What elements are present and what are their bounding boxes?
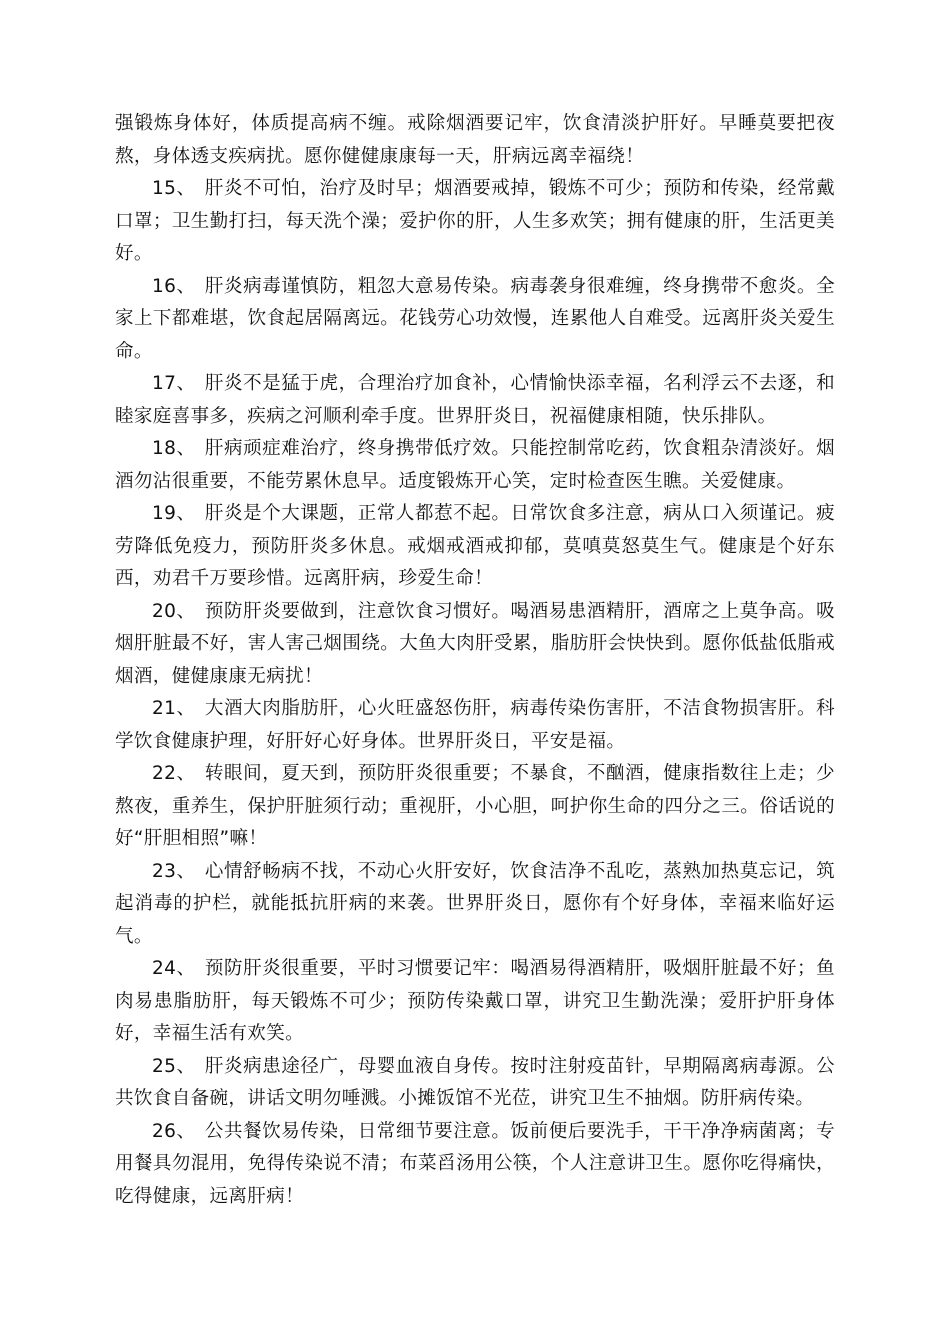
item-number: 25、: [152, 1055, 196, 1077]
item-text: 心情舒畅病不找，不动心火肝安好，饮食洁净不乱吃，蒸熟加热莫忘记，筑起消毒的护栏，就能抵抗肝病的来袭。世界肝炎日，愿你有个好身体，幸福来临好运气。: [115, 860, 835, 947]
item-number: 20、: [152, 600, 196, 622]
item-text: 肝炎不是猛于虎，合理治疗加食补，心情愉快添幸福，名利浮云不去逐，和睦家庭喜事多，疾病之河顺利牵手度。世界肝炎日，祝福健康相随，快乐排队。: [115, 373, 835, 427]
item-number: 19、: [152, 503, 196, 524]
item-number: 21、: [152, 698, 196, 719]
list-item: [115, 433, 835, 498]
list-item: [115, 271, 835, 369]
list-item: [115, 368, 835, 433]
list-item: [115, 856, 835, 954]
list-item: [115, 596, 835, 694]
list-item: [115, 173, 835, 271]
item-number: 23、: [152, 860, 196, 882]
list-item: [115, 693, 835, 758]
item-number: 18、: [152, 438, 196, 459]
item-number: 17、: [152, 373, 196, 394]
list-item: [115, 953, 835, 1051]
document-body: [115, 108, 835, 1213]
list-item: [115, 1051, 835, 1116]
item-number: 26、: [152, 1120, 196, 1142]
item-number: 24、: [152, 958, 196, 979]
item-number: 22、: [152, 763, 196, 784]
item-text: 大酒大肉脂肪肝，心火旺盛怒伤肝，病毒传染伤害肝，不洁食物损害肝。科学饮食健康护理，好肝好心好身体。世界肝炎日，平安是福。: [115, 698, 835, 752]
item-text: 肝病顽症难治疗，终身携带低疗效。只能控制常吃药，饮食粗杂清淡好。烟酒勿沾很重要，不能劳累休息早。适度锻炼开心笑，定时检查医生瞧。关爱健康。: [115, 438, 835, 492]
item-text: 肝炎病患途径广，母婴血液自身传。按时注射疫苗针，早期隔离病毒源。公共饮食自备碗，讲话文明勿唾溅。小摊饭馆不光莅，讲究卫生不抽烟。防肝病传染。: [115, 1055, 835, 1109]
list-item: [115, 758, 835, 856]
item-text: 肝炎是个大课题，正常人都惹不起。日常饮食多注意，病从口入须谨记。疲劳降低免疫力，预防肝炎多休息。戒烟戒酒戒抑郁，莫嗔莫怒莫生气。健康是个好东西，劝君千万要珍惜。远离肝病，珍爱生命！: [115, 503, 835, 589]
item-text: 肝炎病毒谨慎防，粗忽大意易传染。病毒袭身很难缠，终身携带不愈炎。全家上下都难堪，饮食起居隔离远。花钱劳心功效慢，连累他人自难受。远离肝炎关爱生命。: [115, 275, 835, 362]
item-text: 预防肝炎很重要，平时习惯要记牢：喝酒易得酒精肝，吸烟肝脏最不好；鱼肉易患脂肪肝，每天锻炼不可少；预防传染戴口罩，讲究卫生勤洗澡；爱肝护肝身体好，幸福生活有欢笑。: [115, 958, 835, 1044]
list-item: [115, 498, 835, 596]
item-text: 预防肝炎要做到，注意饮食习惯好。喝酒易患酒精肝，酒席之上莫争高。吸烟肝脏最不好，害人害己烟围绕。大鱼大肉肝受累，脂肪肝会快快到。愿你低盐低脂戒烟酒，健健康康无病扰！: [115, 600, 835, 687]
item-text: 肝炎不可怕，治疗及时早；烟酒要戒掉，锻炼不可少；预防和传染，经常戴口罩；卫生勤打扫，每天洗个澡；爱护你的肝，人生多欢笑；拥有健康的肝，生活更美好。: [115, 178, 835, 264]
item-number: 16、: [152, 275, 196, 297]
item-number: 15、: [152, 178, 196, 199]
lead-paragraph: 强锻炼身体好，体质提高病不缠。戒除烟酒要记牢，饮食清淡护肝好。早睡莫要把夜熬，身体透支疾病扰。愿你健健康康每一天，肝病远离幸福绕！: [115, 113, 835, 167]
list-item: [115, 1116, 835, 1214]
item-text: 公共餐饮易传染，日常细节要注意。饭前便后要洗手，干干净净病菌离；专用餐具勿混用，免得传染说不清；布菜舀汤用公筷，个人注意讲卫生。愿你吃得痛快，吃得健康，远离肝病！: [115, 1120, 835, 1207]
item-text: 转眼间，夏天到，预防肝炎很重要；不暴食，不酗酒，健康指数往上走；少熬夜，重养生，保护肝脏须行动；重视肝，小心胆，呵护你生命的四分之三。俗话说的好“肝胆相照”嘛！: [115, 763, 835, 849]
